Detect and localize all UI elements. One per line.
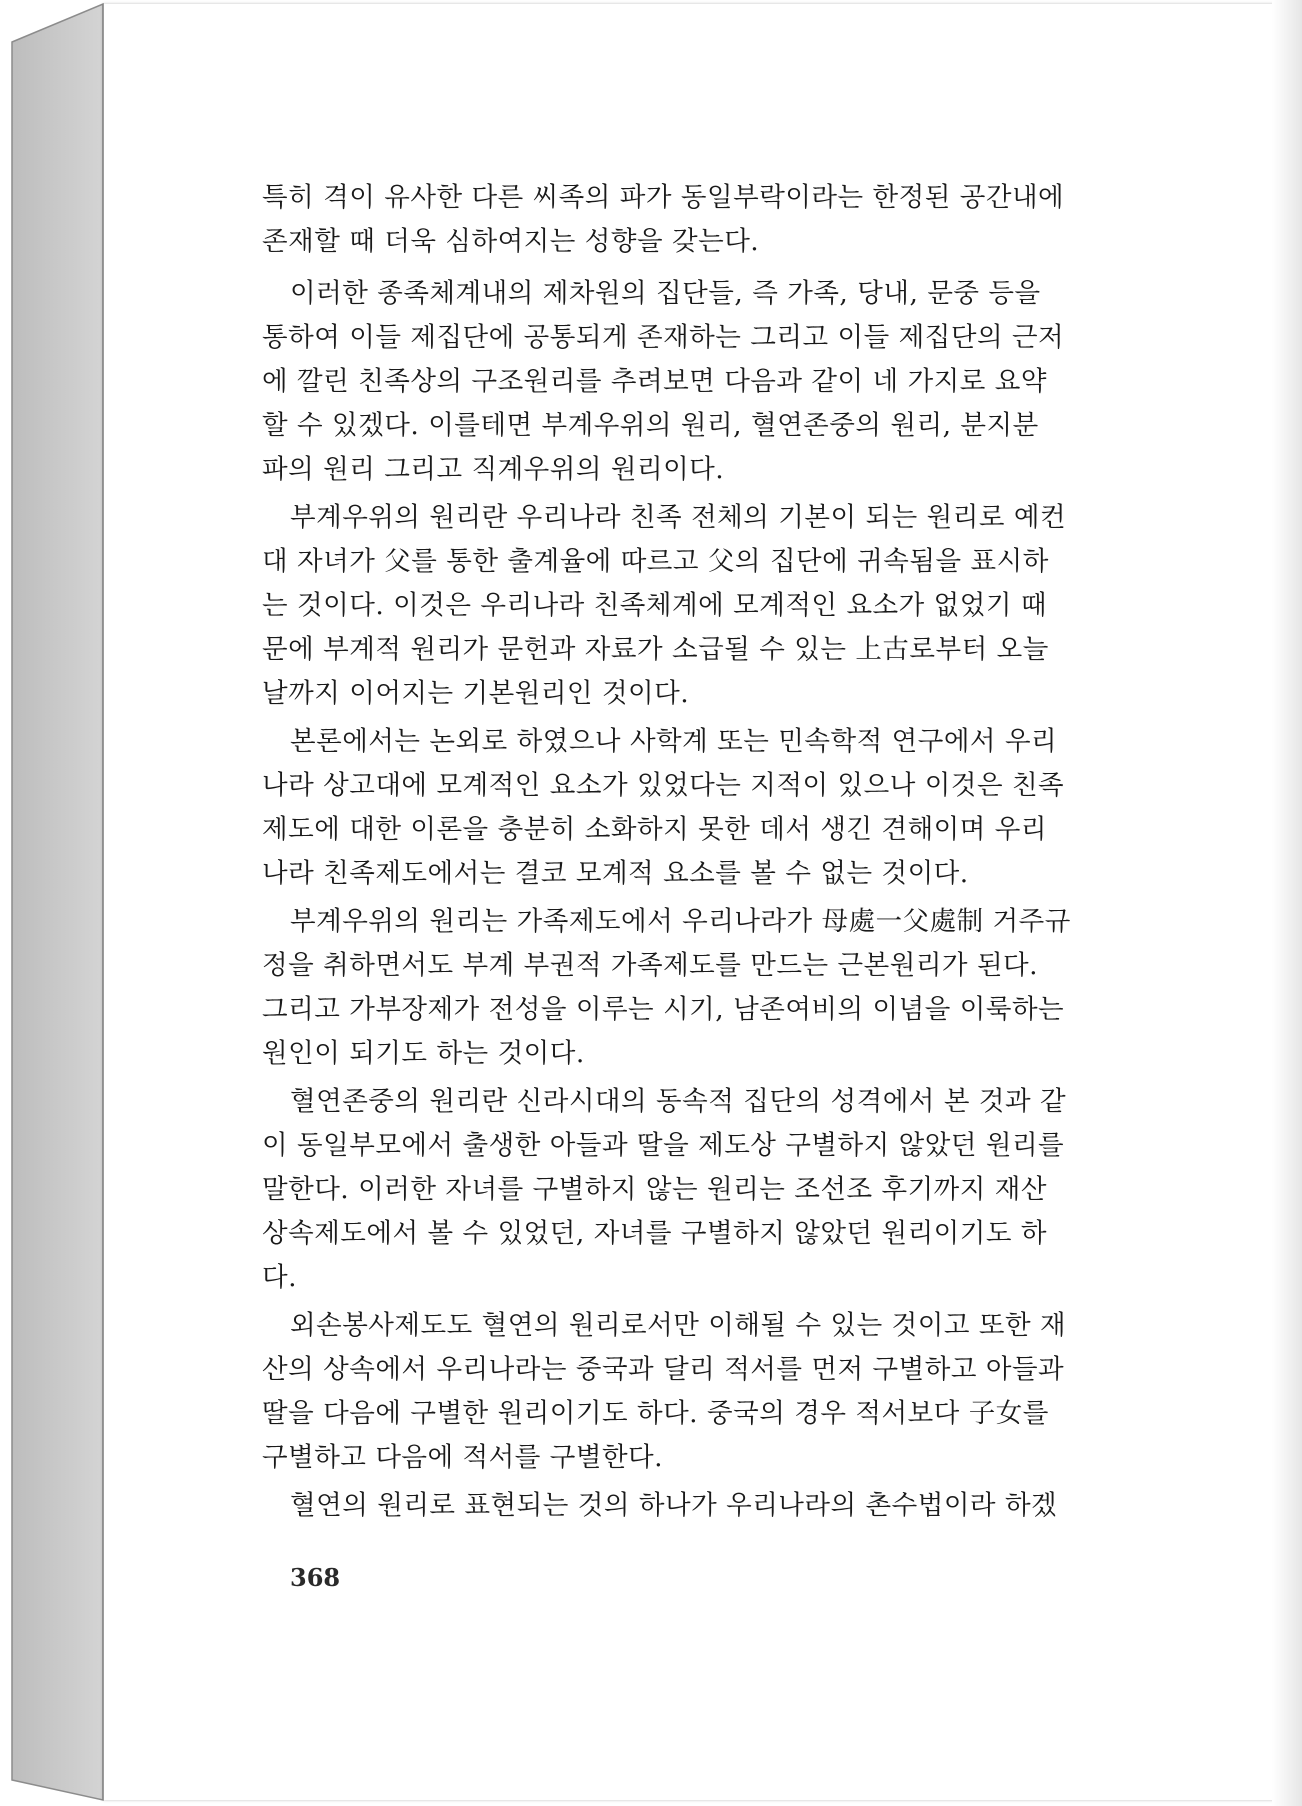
text-line: 는 것이다. 이것은 우리나라 친족체계에 모계적인 요소가 없었기 때 xyxy=(262,590,1047,621)
text-line: 산의 상속에서 우리나라는 중국과 달리 적서를 먼저 구별하고 아들과 xyxy=(262,1354,1065,1385)
book-spine-graphic xyxy=(0,0,120,1806)
text-line: 혈연의 원리로 표현되는 것의 하나가 우리나라의 촌수법이라 하겠 xyxy=(290,1490,1058,1521)
text-line: 문에 부계적 원리가 문헌과 자료가 소급될 수 있는 上古로부터 오늘 xyxy=(262,634,1049,665)
text-line: 날까지 이어지는 기본원리인 것이다. xyxy=(262,678,690,709)
page-number: 368 xyxy=(290,1563,341,1592)
text-line: 딸을 다음에 구별한 원리이기도 하다. 중국의 경우 적서보다 子女를 xyxy=(262,1398,1049,1429)
text-line: 원인이 되기도 하는 것이다. xyxy=(262,1038,585,1069)
text-line: 할 수 있겠다. 이를테면 부계우위의 원리, 혈연존중의 원리, 분지분 xyxy=(262,410,1039,441)
text-line: 구별하고 다음에 적서를 구별한다. xyxy=(262,1442,664,1473)
text-line: 외손봉사제도도 혈연의 원리로서만 이해될 수 있는 것이고 또한 재 xyxy=(290,1310,1067,1341)
text-line: 이러한 종족체계내의 제차원의 집단들, 즉 가족, 당내, 문중 등을 xyxy=(290,278,1041,309)
text-line: 본론에서는 논외로 하였으나 사학계 또는 민속학적 연구에서 우리 xyxy=(290,726,1058,757)
text-line: 파의 원리 그리고 직계우위의 원리이다. xyxy=(262,454,725,485)
text-line: 다. xyxy=(262,1262,298,1293)
text-line: 통하여 이들 제집단에 공통되게 존재하는 그리고 이들 제집단의 근저 xyxy=(262,322,1065,353)
text-line: 부계우위의 원리란 우리나라 친족 전체의 기본이 되는 원리로 예컨 xyxy=(290,502,1067,533)
text-line: 정을 취하면서도 부계 부권적 가족제도를 만드는 근본원리가 된다. xyxy=(262,950,1039,981)
text-line: 특히 격이 유사한 다른 씨족의 파가 동일부락이라는 한정된 공간내에 xyxy=(262,182,1065,213)
text-line: 상속제도에서 볼 수 있었던, 자녀를 구별하지 않았던 원리이기도 하 xyxy=(262,1218,1047,1249)
text-line: 부계우위의 원리는 가족제도에서 우리나라가 母處一父處制 거주규 xyxy=(290,906,1071,937)
text-line: 대 자녀가 父를 통한 출계율에 따르고 父의 집단에 귀속됨을 표시하 xyxy=(262,546,1049,577)
text-line: 제도에 대한 이론을 충분히 소화하지 못한 데서 생긴 견해이며 우리 xyxy=(262,814,1047,845)
text-line: 에 깔린 친족상의 구조원리를 추려보면 다음과 같이 네 가지로 요약 xyxy=(262,366,1047,397)
body-text xyxy=(262,178,1160,1521)
text-line: 그리고 가부장제가 전성을 이루는 시기, 남존여비의 이념을 이룩하는 xyxy=(262,994,1065,1025)
page-edge-shadow xyxy=(1272,0,1302,1806)
text-line: 존재할 때 더욱 심하여지는 성향을 갖는다. xyxy=(262,226,760,257)
book-spine xyxy=(0,0,120,1806)
text-line: 이 동일부모에서 출생한 아들과 딸을 제도상 구별하지 않았던 원리를 xyxy=(262,1130,1065,1161)
text-line: 말한다. 이러한 자녀를 구별하지 않는 원리는 조선조 후기까지 재산 xyxy=(262,1174,1047,1205)
text-line: 나라 상고대에 모계적인 요소가 있었다는 지적이 있으나 이것은 친족 xyxy=(262,770,1065,801)
text-line: 나라 친족제도에서는 결코 모계적 요소를 볼 수 없는 것이다. xyxy=(262,858,969,889)
text-line: 혈연존중의 원리란 신라시대의 동속적 집단의 성격에서 본 것과 같 xyxy=(290,1086,1067,1117)
